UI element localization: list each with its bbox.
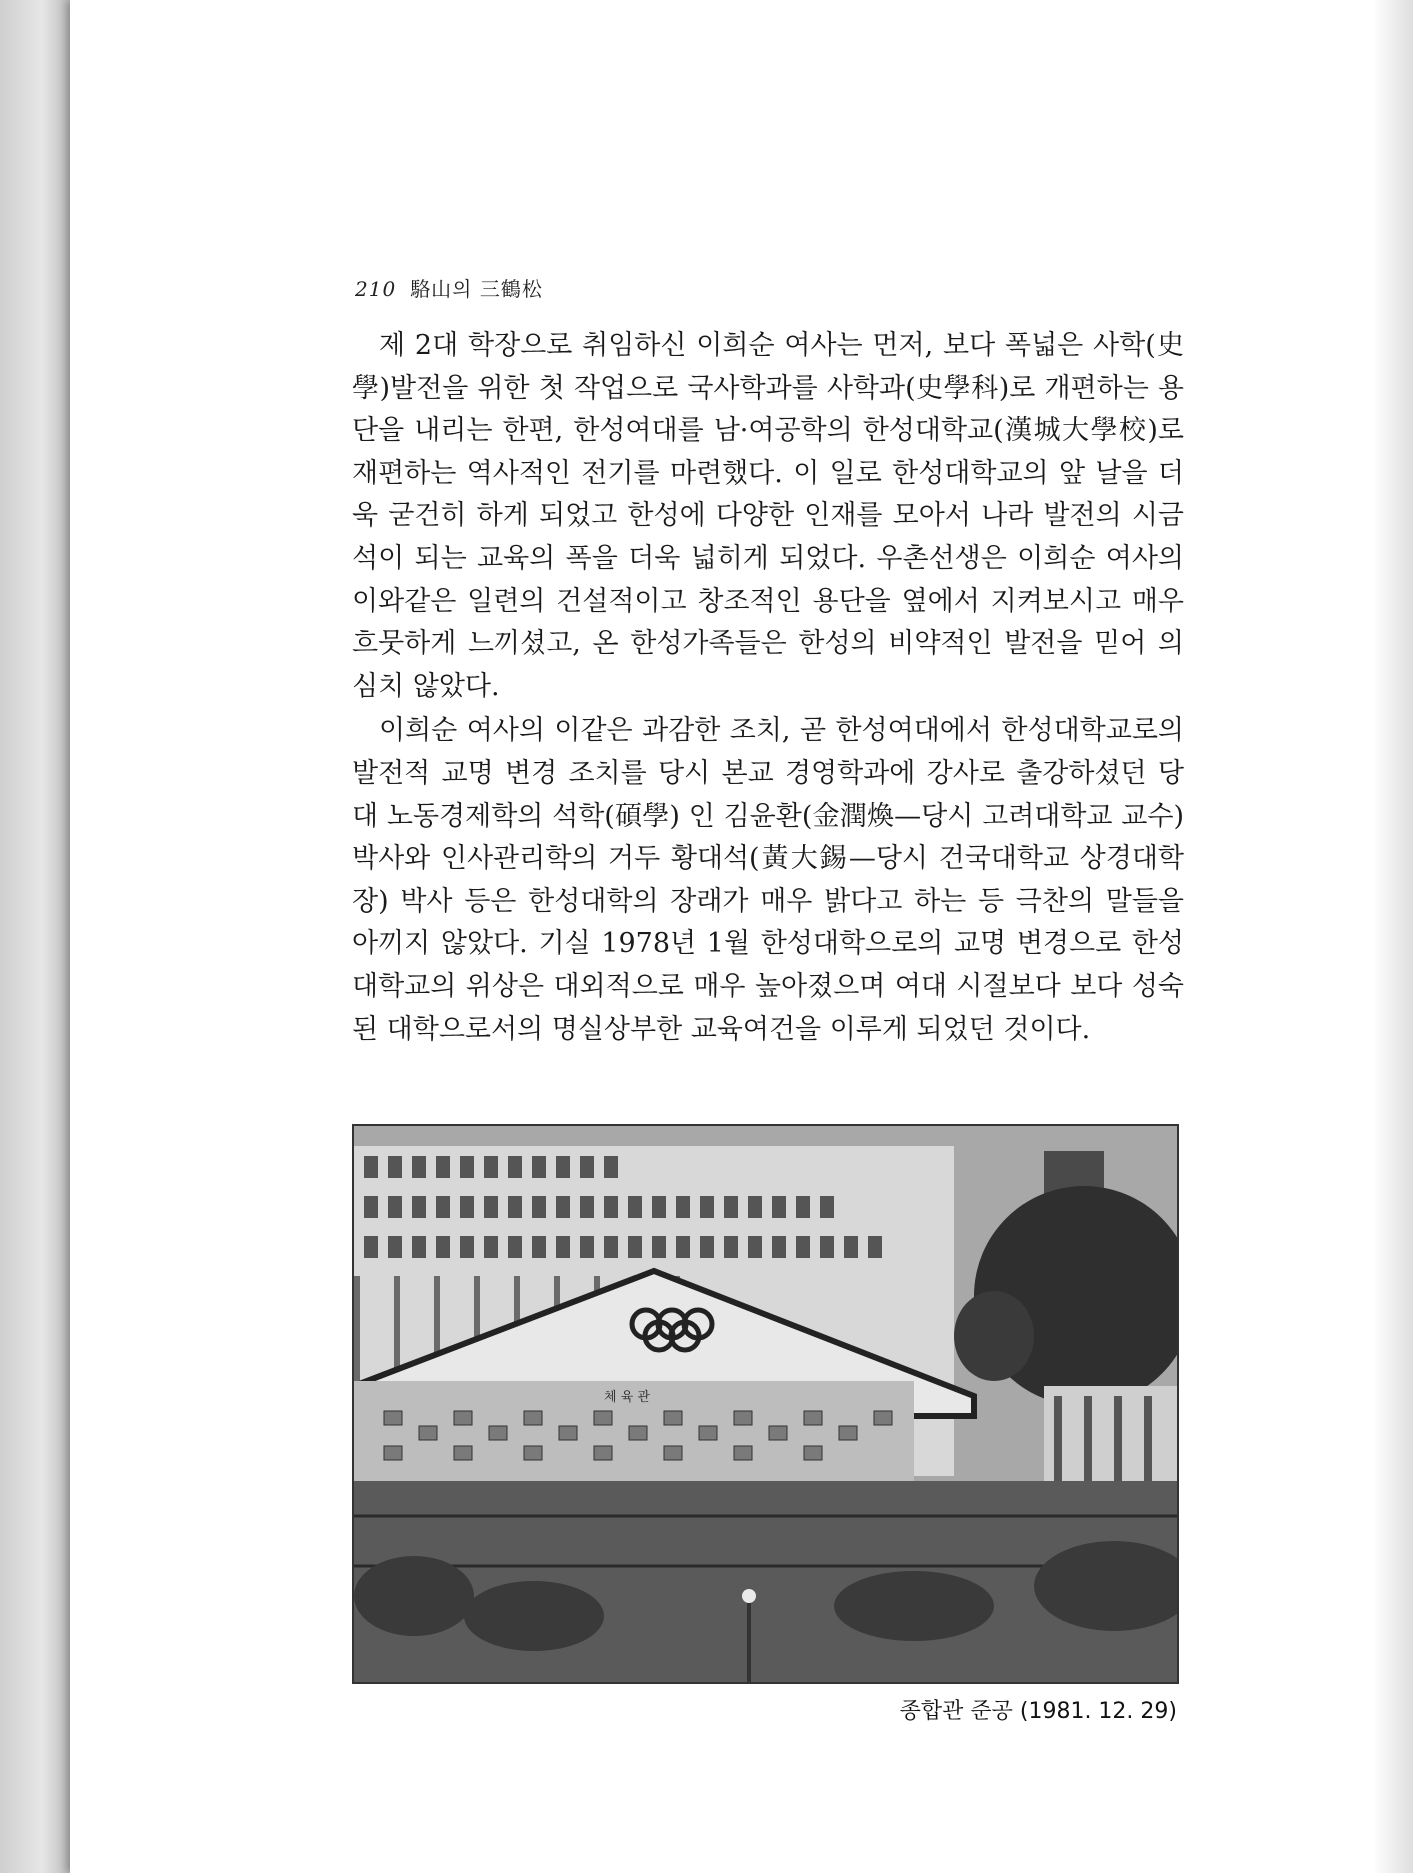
paragraph-2: 이희순 여사의 이같은 과감한 조치, 곧 한성여대에서 한성대학교로의 발전적 교명 변경 조치를 당시 본교 경영학과에 강사로 출강하셨던 당대 노동경제학의 석학(碩學) 인 김윤환(金潤煥—당시 고려대학교 교수) 박사와 인사관리학의 거두 황대석(黃大錫—당시 건국대학교 상경대학장) 박사 등은 한성대학의 장래가 매우 밝다고 하는 등 극찬의 말들을 아끼지 않았다. 기실 1978년 1월 한성대학으로의 교명 변경으로 한성대학교의 위상은 대외적으로 매우 높아졌으며 여대 시절보다 보다 성숙된 대학으로서의 명실상부한 교육여건을 이루게 되었던 것이다.	[352, 715, 1184, 1045]
book-edge	[0, 0, 72, 1873]
page-number: 210	[355, 277, 397, 301]
gym-sign: 체 육 관	[604, 1390, 650, 1405]
page-shadow	[1373, 0, 1413, 1873]
paragraph-1: 제 2대 학장으로 취임하신 이희순 여사는 먼저, 보다 폭넓은 사학(史學)발전을 위한 첫 작업으로 국사학과를 사학과(史學科)로 개편하는 용단을 내리는 한편, 한성여대를 남·여공학의 한성대학교(漢城大學校)로 재편하는 역사적인 전기를 마련했다. 이 일로 한성대학교의 앞 날을 더욱 굳건히 하게 되었고 한성에 다양한 인재를 모아서 나라 발전의 시금석이 되는 교육의 폭을 더욱 넓히게 되었다. 우촌선생은 이희순 여사의 이와같은 일련의 건설적이고 창조적인 용단을 옆에서 지켜보시고 매우 흐뭇하게 느끼셨고, 온 한성가족들은 한성의 비약적인 발전을 믿어 의심치 않았다.	[352, 330, 1184, 702]
photo-caption: 종합관 준공 (1981. 12. 29)	[899, 1699, 1177, 1724]
body-text	[352, 325, 1184, 1051]
book-title: 駱山의 三鶴松	[410, 277, 543, 301]
running-head	[355, 273, 543, 302]
building-photo	[352, 1124, 1179, 1684]
gymnasium-photo-illustration	[354, 1126, 1177, 1682]
